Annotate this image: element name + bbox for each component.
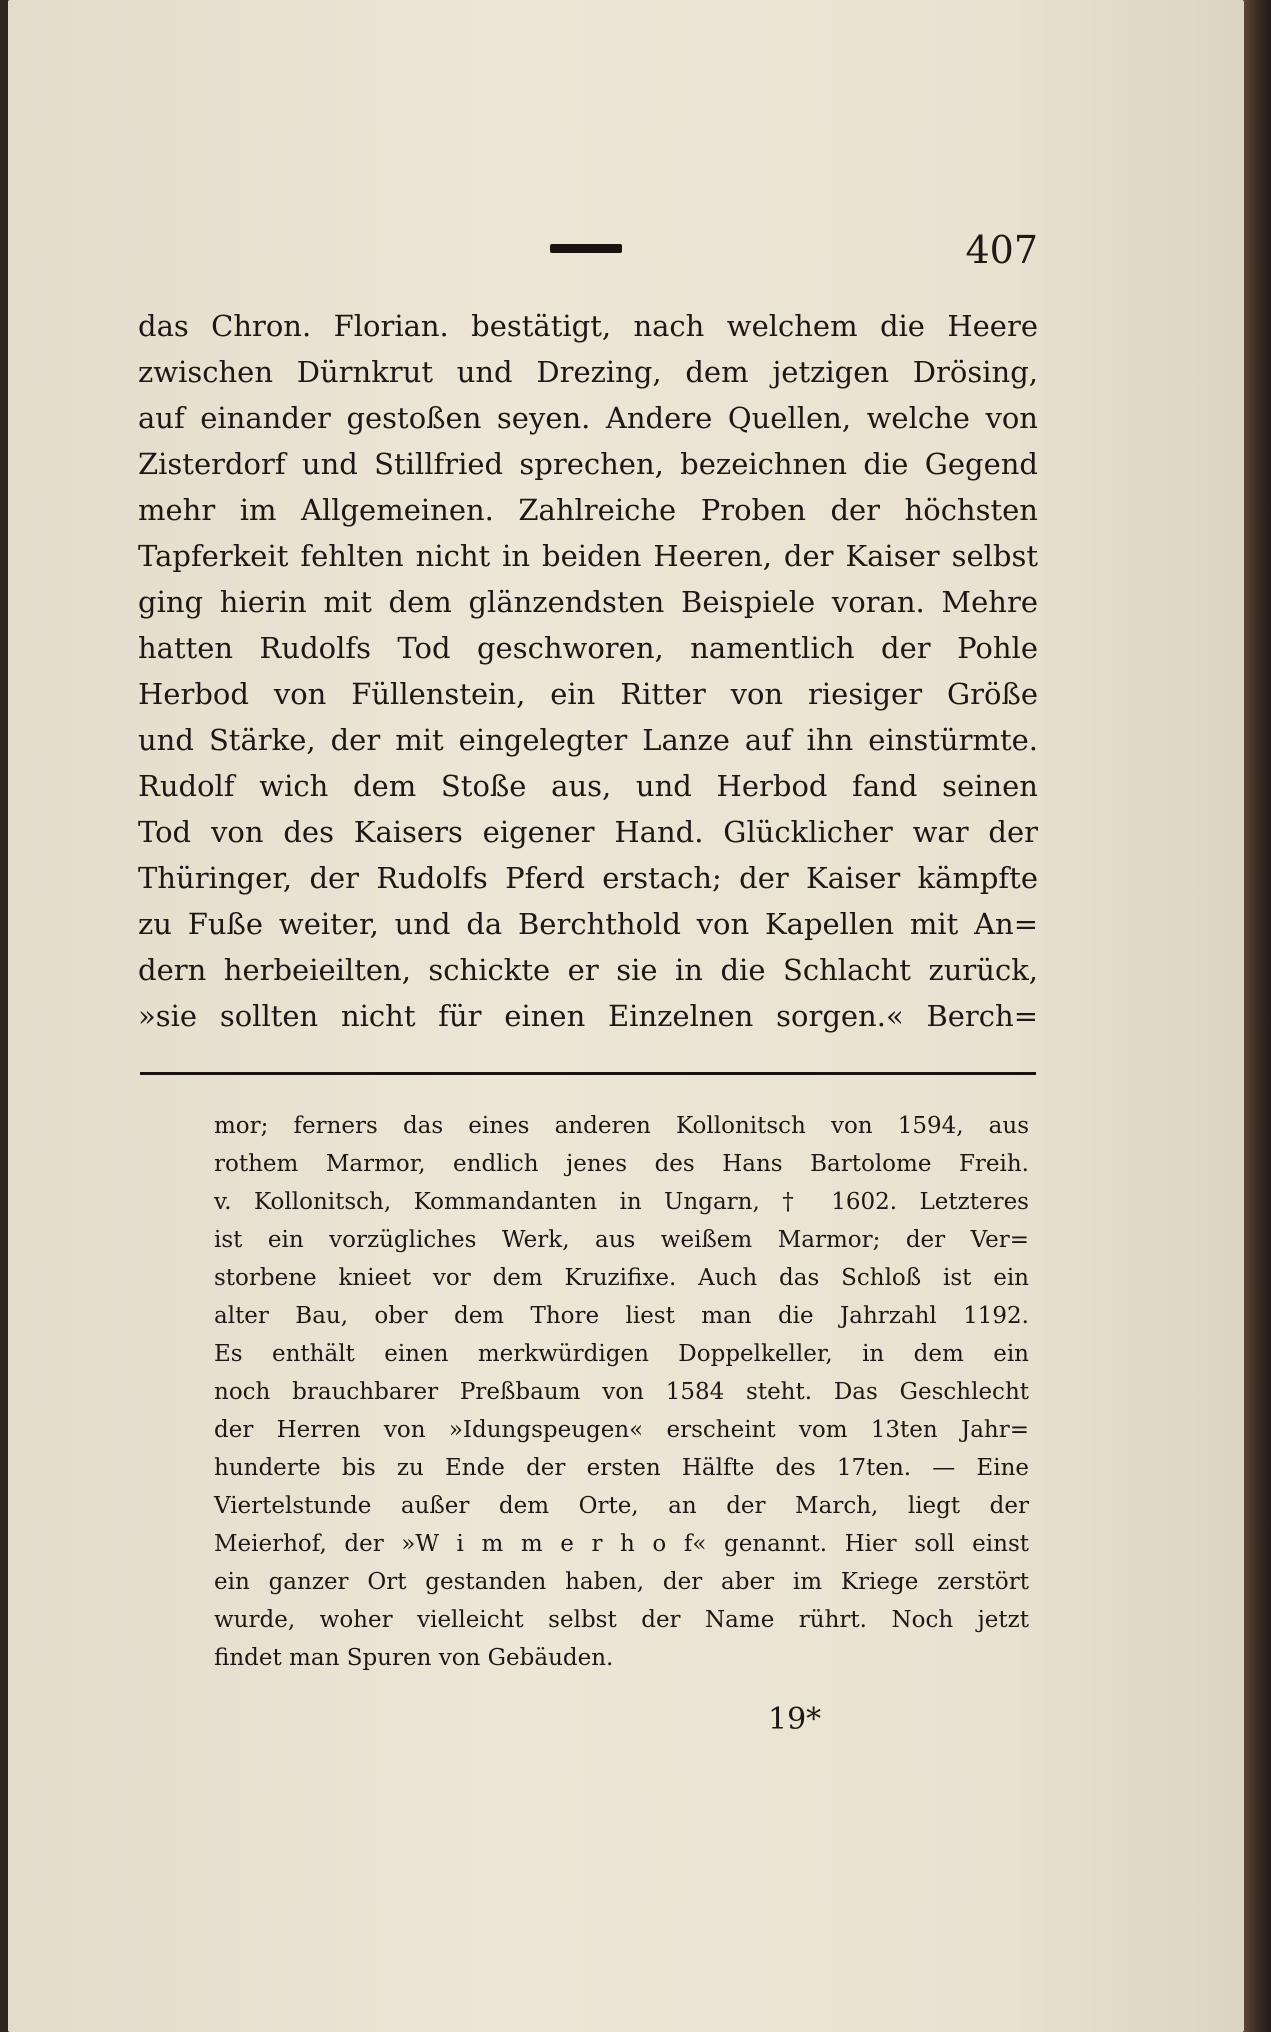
footnote-line: mor; ferners das eines anderen Kollonitsch von 1594, aus bbox=[214, 1113, 1029, 1139]
signature-mark: 19* bbox=[768, 1702, 822, 1737]
page-number: 407 bbox=[965, 228, 1038, 272]
body-text-line: Thüringer, der Rudolfs Pferd erstach; der Kaiser kämpfte bbox=[138, 861, 1038, 895]
footnote-line: der Herren von »Idungspeugen« erscheint vom 13ten Jahr= bbox=[214, 1417, 1029, 1443]
body-text-line: zu Fuße weiter, und da Berchthold von Kapellen mit An= bbox=[138, 907, 1038, 941]
footnote-line: rothem Marmor, endlich jenes des Hans Bartolome Freih. bbox=[214, 1151, 1029, 1177]
footnote-line: findet man Spuren von Gebäuden. bbox=[214, 1645, 614, 1671]
footnote-line: Meierhof, der »W i m m e r h o f« genannt. Hier soll einst bbox=[214, 1531, 1029, 1557]
body-text-line: Herbod von Füllenstein, ein Ritter von riesiger Größe bbox=[138, 677, 1038, 711]
body-text-line: hatten Rudolfs Tod geschworen, namentlich der Pohle bbox=[138, 631, 1038, 665]
footnote-line: hunderte bis zu Ende der ersten Hälfte des 17ten. — Eine bbox=[214, 1455, 1029, 1481]
footnote-line: alter Bau, ober dem Thore liest man die Jahrzahl 1192. bbox=[214, 1303, 1029, 1329]
footnote-line: ein ganzer Ort gestanden haben, der aber im Kriege zerstört bbox=[214, 1569, 1029, 1595]
body-text-line: zwischen Dürnkrut und Drezing, dem jetzigen Drösing, bbox=[138, 355, 1038, 389]
footnote-line: noch brauchbarer Preßbaum von 1584 steht. Das Geschlecht bbox=[214, 1379, 1029, 1405]
body-text-line: das Chron. Florian. bestätigt, nach welchem die Heere bbox=[138, 309, 1038, 343]
body-text-line: auf einander gestoßen seyen. Andere Quellen, welche von bbox=[138, 401, 1038, 435]
body-text-line: ging hierin mit dem glänzendsten Beispiele voran. Mehre bbox=[138, 585, 1038, 619]
book-page bbox=[8, 0, 1244, 2032]
footnote-rule bbox=[140, 1072, 1036, 1075]
header-rule bbox=[550, 244, 622, 253]
body-text-line: Rudolf wich dem Stoße aus, und Herbod fand seinen bbox=[138, 769, 1038, 803]
body-text-line: Tapferkeit fehlten nicht in beiden Heeren, der Kaiser selbst bbox=[138, 539, 1038, 573]
body-text-line: dern herbeieilten, schickte er sie in die Schlacht zurück, bbox=[138, 953, 1038, 987]
body-text-line: Tod von des Kaisers eigener Hand. Glücklicher war der bbox=[138, 815, 1038, 849]
footnote-line: storbene knieet vor dem Kruzifixe. Auch das Schloß ist ein bbox=[214, 1265, 1029, 1291]
body-text-line: Zisterdorf und Stillfried sprechen, bezeichnen die Gegend bbox=[138, 447, 1038, 481]
body-text-line: und Stärke, der mit eingelegter Lanze auf ihn einstürmte. bbox=[138, 723, 1038, 757]
footnote-line: v. Kollonitsch, Kommandanten in Ungarn, † 1602. Letzteres bbox=[214, 1189, 1029, 1215]
footnote-line: wurde, woher vielleicht selbst der Name rührt. Noch jetzt bbox=[214, 1607, 1029, 1633]
body-text-line: mehr im Allgemeinen. Zahlreiche Proben der höchsten bbox=[138, 493, 1038, 527]
body-text-line: »sie sollten nicht für einen Einzelnen sorgen.« Berch= bbox=[138, 999, 1038, 1033]
book-spine-edge bbox=[1244, 0, 1271, 2032]
footnote-line: Es enthält einen merkwürdigen Doppelkeller, in dem ein bbox=[214, 1341, 1029, 1367]
footnote-line: Viertelstunde außer dem Orte, an der March, liegt der bbox=[214, 1493, 1029, 1519]
footnote-line: ist ein vorzügliches Werk, aus weißem Marmor; der Ver= bbox=[214, 1227, 1029, 1253]
